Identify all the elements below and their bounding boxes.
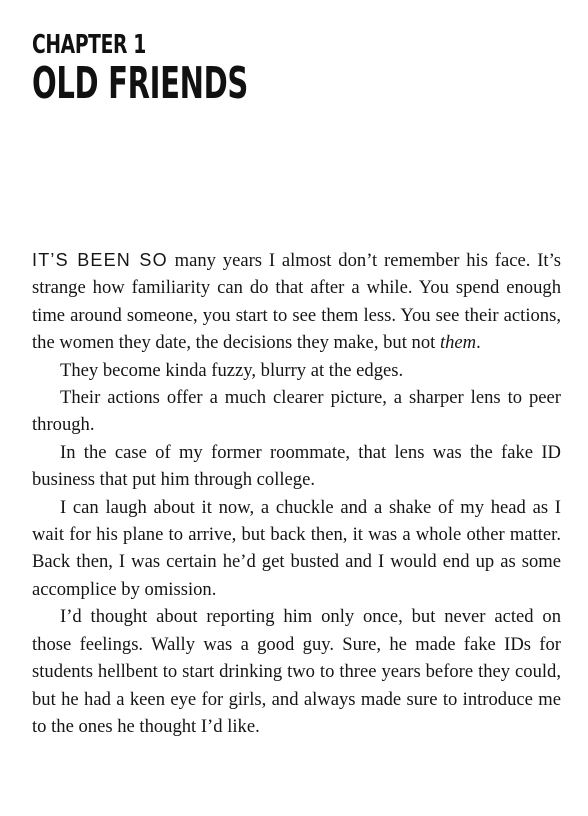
paragraph-1-text: many years I almost don’t remember his face. It’s strange how familiarity can do that after a while. You spend enough time around someone, you start to see them less. You see their actions, the women they date, the decisions they make, but not bbox=[32, 250, 561, 354]
paragraph-2: They become kinda fuzzy, blurry at the edges. bbox=[60, 359, 404, 381]
paragraph-1 bbox=[32, 247, 561, 357]
paragraph-5: I can laugh about it now, a chuckle and a shake of my head as I wait for his plane to arrive, but back then, it was a whole other matter. Back then, I was certain he’d get busted and I would end up as some accomplice by omission. bbox=[32, 496, 561, 600]
chapter-number: CHAPTER 1 bbox=[32, 30, 146, 60]
lead-in-small-caps: IT’S BEEN SO bbox=[32, 250, 168, 270]
chapter-title: OLD FRIENDS bbox=[32, 58, 248, 109]
paragraph-1-end: . bbox=[476, 332, 481, 354]
paragraph-3: Their actions offer a much clearer picture, a sharper lens to peer through. bbox=[32, 387, 561, 436]
paragraph-6: I’d thought about reporting him only once, but never acted on those feelings. Wally was a good guy. Sure, he made fake IDs for students hellbent to start drinking two to three years before they could, but he had a keen eye for girls, and always made sure to introduce me to the ones he thought I’d like. bbox=[32, 606, 561, 737]
chapter-header bbox=[32, 30, 359, 108]
chapter-body bbox=[32, 247, 561, 740]
paragraph-1-emphasis: them bbox=[439, 332, 477, 354]
paragraph-4: In the case of my former roommate, that lens was the fake ID business that put him through college. bbox=[32, 441, 561, 491]
